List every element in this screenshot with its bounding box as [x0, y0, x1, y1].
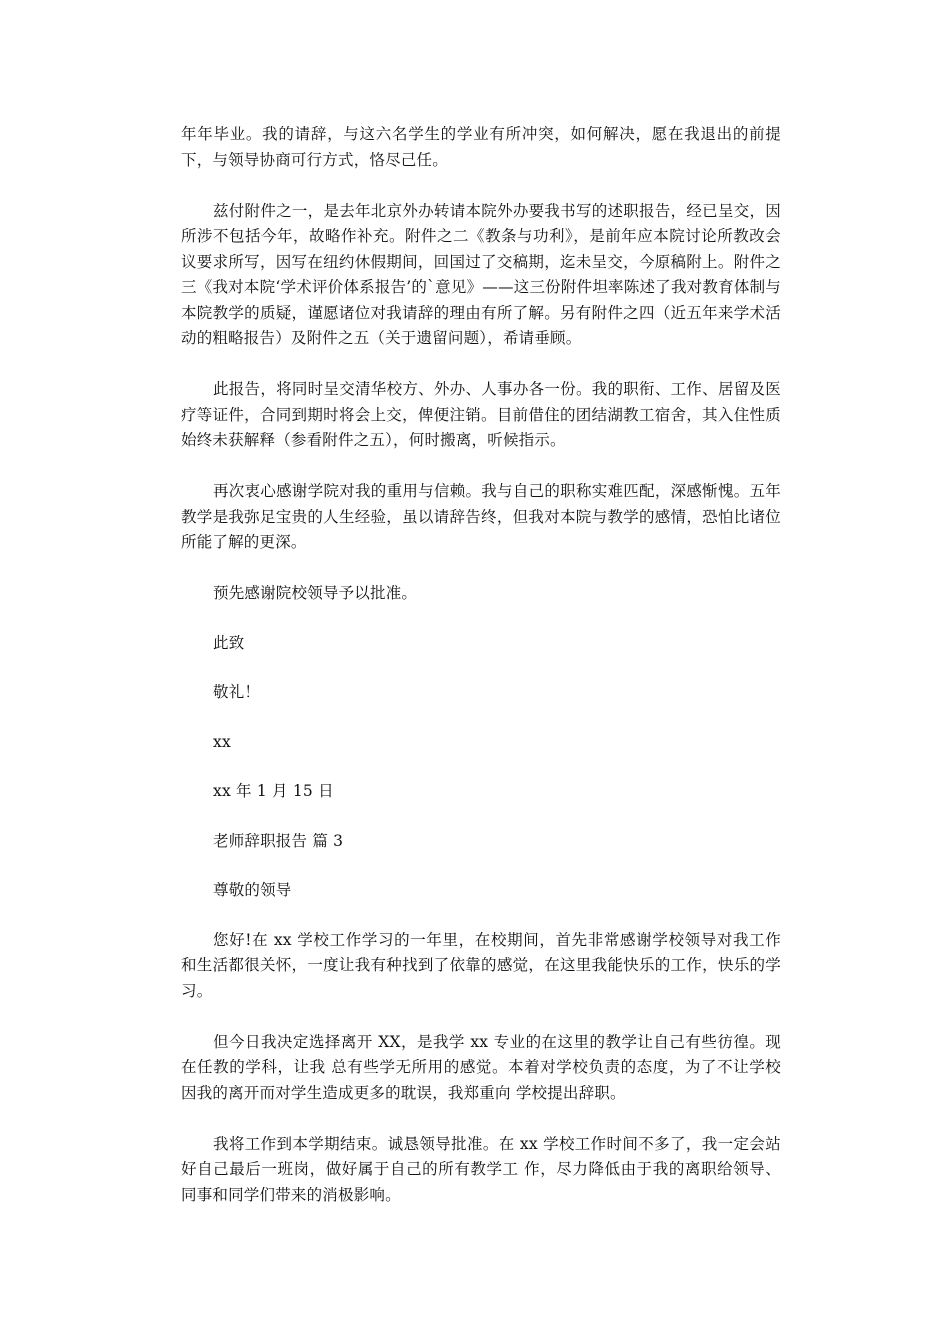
section-heading: 老师辞职报告 篇 3 — [213, 831, 344, 850]
closing-regards: 敬礼！ — [213, 683, 261, 701]
letter-greeting: 尊敬的领导 — [213, 881, 292, 899]
paragraph-final-duties: 我将工作到本学期结束。诚恳领导批准。在 xx 学校工作时间不多了，我一定会站好自己最后一班岗，做好属于自己的所有教学工 作，尽力降低由于我的离职给领导、同事和同学们带来的消极影响。 — [181, 1134, 781, 1204]
paragraph-thanks-approval: 预先感谢院校领导予以批准。 — [213, 584, 418, 602]
paragraph-report-submission: 此报告，将同时呈交清华校方、外办、人事办各一份。我的职衔、工作、居留及医疗等证件，合同到期时将会上交，俾便注销。目前借住的团结湖教工宿舍，其入住性质始终未获解释（参看附件之五），何时搬离，听候指示。 — [181, 380, 781, 449]
signature-name: xx — [213, 732, 231, 751]
paragraph-decision: 但今日我决定选择离开 XX，是我学 xx 专业的在这里的教学让自己有些彷徨。现在任教的学科，让我 总有些学无所用的感觉。本着对学校负责的态度，为了不让学校因我的离开而对学生造成更多的耽误，我郑重向 学校提出辞职。 — [181, 1032, 781, 1102]
document-body — [181, 122, 781, 1234]
signature-date: xx 年 1 月 15 日 — [213, 782, 334, 800]
paragraph-attachments: 兹付附件之一，是去年北京外办转请本院外办要我书写的述职报告，经已呈交，因所涉不包括今年，故略作补充。附件之二《教条与功利》，是前年应本院讨论所教改会议要求所写，因写在纽约休假期间，回国过了交稿期，迄未呈交，今原稿附上。附件之三《我对本院‘学术评价体系报告’的`意见》——这三份附件坦率陈述了我对教育体制与本院教学的质疑，谨愿诸位对我请辞的理由有所了解。另有附件之四（近五年来学术活动的粗略报告）及附件之五（关于遗留问题），希请垂顾。 — [181, 201, 781, 347]
paragraph-introduction: 您好!在 xx 学校工作学习的一年里，在校期间，首先非常感谢学校领导对我工作和生活都很关怀，一度让我有种找到了依靠的感觉，在这里我能快乐的工作，快乐的学习。 — [181, 930, 781, 1000]
paragraph-gratitude: 再次衷心感谢学院对我的重用与信赖。我与自己的职称实难匹配，深感惭愧。五年教学是我弥足宝贵的人生经验，虽以请辞告终，但我对本院与教学的感情，恐怕比诸位所能了解的更深。 — [181, 482, 781, 551]
closing-salutation: 此致 — [213, 633, 245, 652]
paragraph-graduation-conflict: 年年毕业。我的请辞，与这六名学生的学业有所冲突，如何解决，愿在我退出的前提下，与领导协商可行方式，恪尽己任。 — [181, 125, 781, 169]
